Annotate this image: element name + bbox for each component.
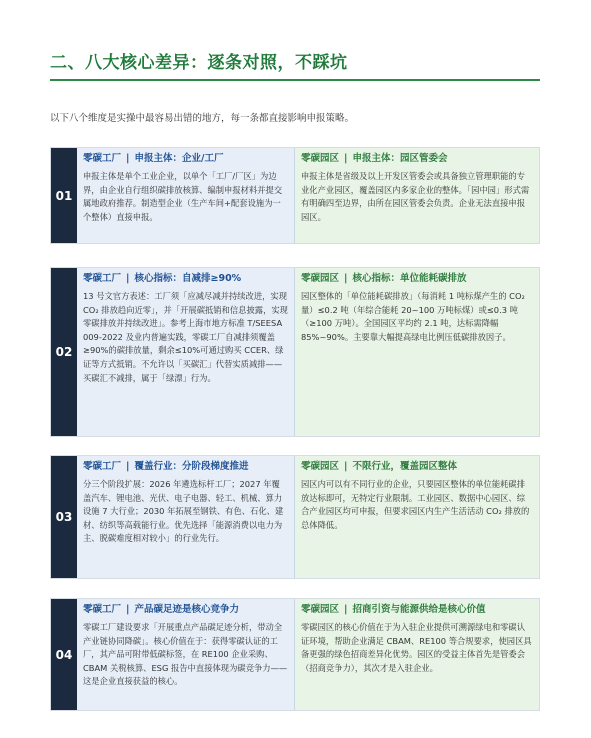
park-column: [295, 268, 539, 436]
heading-separator: |: [344, 461, 348, 472]
factory-heading: [83, 461, 288, 473]
park-tag: 零碳园区: [301, 273, 340, 284]
factory-topic: 申报主体：企业/工厂: [134, 153, 224, 164]
park-heading: [301, 273, 533, 285]
factory-tag: 零碳工厂: [83, 153, 122, 164]
factory-topic: 核心指标：自减排≥90%: [134, 273, 242, 284]
comparison-card-04: [50, 598, 540, 711]
heading-separator: |: [126, 604, 130, 615]
factory-column: [77, 148, 295, 243]
park-body: 申报主体是省级及以上开发区管委会或具备独立管理职能的专业化产业园区，覆盖园区内多家企业的整体。「园中园」形式需有明确四至边界，由所在园区管委会负责。企业无法直接申报园区。: [301, 171, 530, 222]
factory-column: [77, 599, 295, 710]
park-topic: 申报主体：园区管委会: [352, 153, 448, 164]
factory-body: 13 号文官方表述：工厂须「应减尽减并持续改进，实现 CO₂ 排放趋向近零」，并「开展碳抵销和信息披露，实现零碳排放并持续改进」。参考上海市地方标准 T/SEESA 009-2022 及业内普遍实践，零碳工厂自减排须覆盖≥90%的碳排放量，剩余≤10%可通过购买 CCER、绿证等方式抵销。不允许以「买碳汇」代替实质减排——买碳汇不减排，属于「绿漂」行为。: [83, 291, 288, 383]
factory-topic: 覆盖行业：分阶段梯度推进: [134, 461, 249, 472]
factory-topic: 产品碳足迹是核心竞争力: [134, 604, 240, 615]
park-heading: [301, 153, 533, 165]
park-body: 零碳园区的核心价值在于为入驻企业提供可溯源绿电和零碳认证环境，帮助企业满足 CBAM、RE100 等合规要求，使园区具备更强的绿色招商差异化优势。园区的受益主体首先是管委会（招商竞争力），其次才是入驻企业。: [301, 622, 532, 673]
heading-separator: |: [126, 273, 130, 284]
factory-tag: 零碳工厂: [83, 273, 122, 284]
park-column: [295, 456, 539, 578]
card-number: 02: [51, 268, 77, 436]
card-number: 03: [51, 456, 77, 578]
park-body: 园区内可以有不同行业的企业，只要园区整体的单位能耗碳排放达标即可，无特定行业限制。工业园区、数据中心园区、综合产业园区均可申报，但要求园区内生产生活活动 CO₂ 排放的总体降低。: [301, 479, 530, 530]
factory-column: [77, 456, 295, 578]
card-number: 04: [51, 599, 77, 710]
factory-column: [77, 268, 295, 436]
park-tag: 零碳园区: [301, 153, 340, 164]
page-title: 二、八大核心差异：逐条对照，不踩坑: [50, 53, 348, 73]
park-tag: 零碳园区: [301, 461, 340, 472]
factory-heading: [83, 604, 288, 616]
comparison-card-01: [50, 147, 540, 244]
factory-body: 分三个阶段扩展：2026 年遴选标杆工厂；2027 年覆盖汽车、锂电池、光伏、电子电器、轻工、机械、算力设施 7 大行业；2030 年拓展至钢铁、有色、石化、建材、纺织等高载能行业。优先选择「能源消费以电力为主、脱碳难度相对较小」的行业先行。: [83, 479, 284, 544]
factory-body: 申报主体是单个工业企业，以单个「工厂/厂区」为边界，由企业自行组织碳排放核算、编制申报材料并提交属地政府推荐。制造型企业（生产车间+配套设施为一个整体）直接申报。: [83, 171, 283, 222]
park-heading: [301, 604, 533, 616]
card-number: 01: [51, 148, 77, 243]
park-body: 园区整体的「单位能耗碳排放」（每消耗 1 吨标煤产生的 CO₂ 量）≤0.2 吨（年综合能耗 20~100 万吨标煤）或≤0.3 吨（≥100 万吨）。全国园区平均约 2.1 吨，达标需降幅 85%~90%。主要靠大幅提高绿电比例压低碳排放因子。: [301, 291, 525, 342]
heading-separator: |: [344, 273, 348, 284]
park-column: [295, 599, 539, 710]
park-topic: 不限行业，覆盖园区整体: [352, 461, 458, 472]
comparison-card-03: [50, 455, 540, 579]
factory-heading: [83, 153, 288, 165]
heading-separator: |: [344, 604, 348, 615]
park-tag: 零碳园区: [301, 604, 340, 615]
factory-tag: 零碳工厂: [83, 461, 122, 472]
park-topic: 核心指标：单位能耗碳排放: [352, 273, 467, 284]
park-heading: [301, 461, 533, 473]
heading-separator: |: [126, 153, 130, 164]
factory-body: 零碳工厂建设要求「开展重点产品碳足迹分析，带动全产业链协同降碳」。核心价值在于：获得零碳认证的工厂，其产品可附带低碳标签，在 RE100 企业采购、CBAM 关税核算、ESG 报告中直接体现为碳竞争力——这是企业直接获益的核心。: [83, 622, 288, 687]
heading-separator: |: [344, 153, 348, 164]
title-divider: [50, 79, 540, 81]
comparison-card-02: [50, 267, 540, 437]
park-topic: 招商引资与能源供给是核心价值: [352, 604, 486, 615]
heading-separator: |: [126, 461, 130, 472]
factory-heading: [83, 273, 288, 285]
intro-text: 以下八个维度是实操中最容易出错的地方，每一条都直接影响申报策略。: [50, 113, 355, 124]
factory-tag: 零碳工厂: [83, 604, 122, 615]
park-column: [295, 148, 539, 243]
